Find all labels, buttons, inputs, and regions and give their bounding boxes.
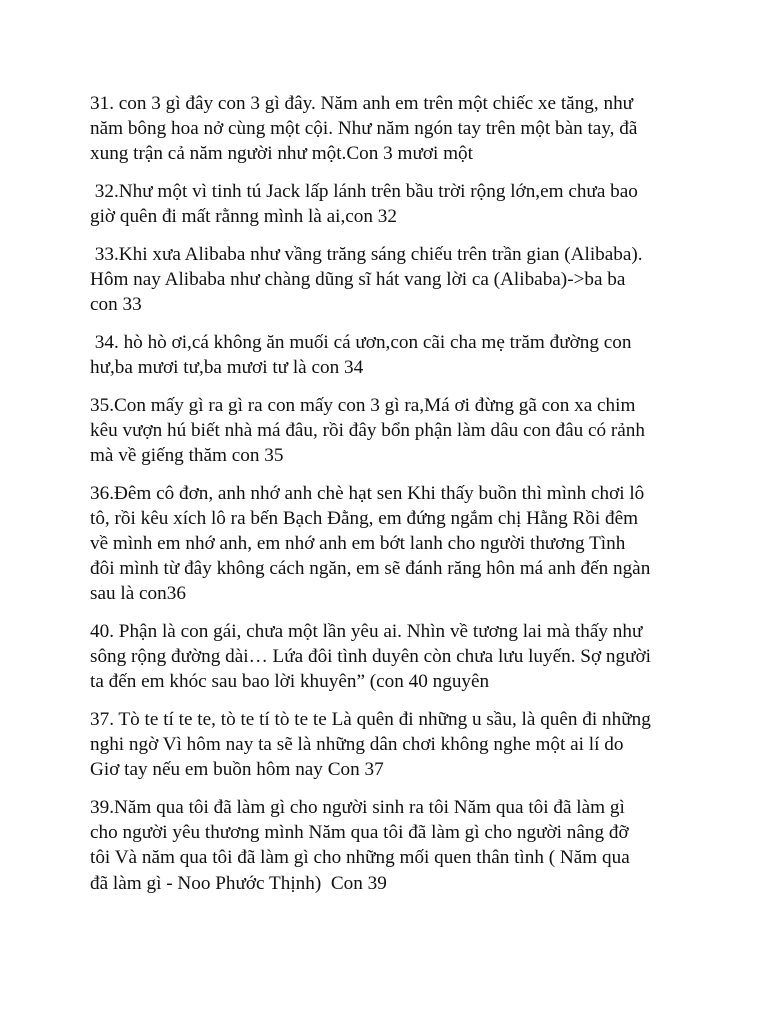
paragraph-34: 34. hò hò ơi,cá không ăn muối cá ươn,con cãi cha mẹ trăm đường con hư,ba mươi tư,ba mươi tư là con 34	[90, 331, 632, 378]
document-page	[90, 91, 690, 908]
paragraph-35: 35.Con mấy gì ra gì ra con mấy con 3 gì ra,Má ơi đừng gã con xa chim kêu vượn hú biết nhà má đâu, rồi đây bổn phận làm dâu con đâu có rảnh mà về giếng thăm con 35	[90, 394, 645, 466]
paragraph-33: 33.Khi xưa Alibaba như vầng trăng sáng chiếu trên trần gian (Alibaba). Hôm nay Alibaba như chàng dũng sĩ hát vang lời ca (Alibaba)->ba ba con 33	[90, 243, 643, 316]
paragraph-32: 32.Như một vì tinh tú Jack lấp lánh trên bầu trời rộng lớn,em chưa bao giờ quên đi mất rằnng mình là ai,con 32	[90, 181, 638, 228]
paragraph-39: 39.Năm qua tôi đã làm gì cho người sinh ra tôi Năm qua tôi đã làm gì cho người yêu thương mình Năm qua tôi đã làm gì cho người nâng đỡ tôi Và năm qua tôi đã làm gì cho những mối quen thân tình ( Năm qua đã làm gì - Noo Phước Thịnh) Con 39	[90, 797, 630, 894]
paragraph-37: 37. Tò te tí te te, tò te tí tò te te Là quên đi những u sầu, là quên đi những nghi ngờ Vì hôm nay ta sẽ là những dân chơi không nghe một ai lí do Giơ tay nếu em buồn hôm nay Con 37	[90, 709, 651, 781]
paragraph-40: 40. Phận là con gái, chưa một lần yêu ai. Nhìn về tương lai mà thấy như sông rộng đường dài… Lứa đôi tình duyên còn chưa lưu luyến. Sợ người ta đến em khóc sau bao lời khuyên” (con 40 nguyên	[90, 621, 651, 693]
paragraph-31: 31. con 3 gì đây con 3 gì đây. Năm anh em trên một chiếc xe tăng, như năm bông hoa nở cùng một cội. Như năm ngón tay trên một bàn tay, đã xung trận cả năm người như một.Con 3 mươi một	[90, 93, 638, 165]
paragraph-36: 36.Đêm cô đơn, anh nhớ anh chè hạt sen Khi thấy buồn thì mình chơi lô tô, rồi kêu xích lô ra bến Bạch Đằng, em đứng ngắm chị Hằng Rồi đêm về mình em nhớ anh, em nhớ anh em bớt lanh cho người thương Tình đôi mình từ đây không cách ngăn, em sẽ đánh răng hôn má anh đến ngàn sau là con36	[90, 482, 651, 605]
